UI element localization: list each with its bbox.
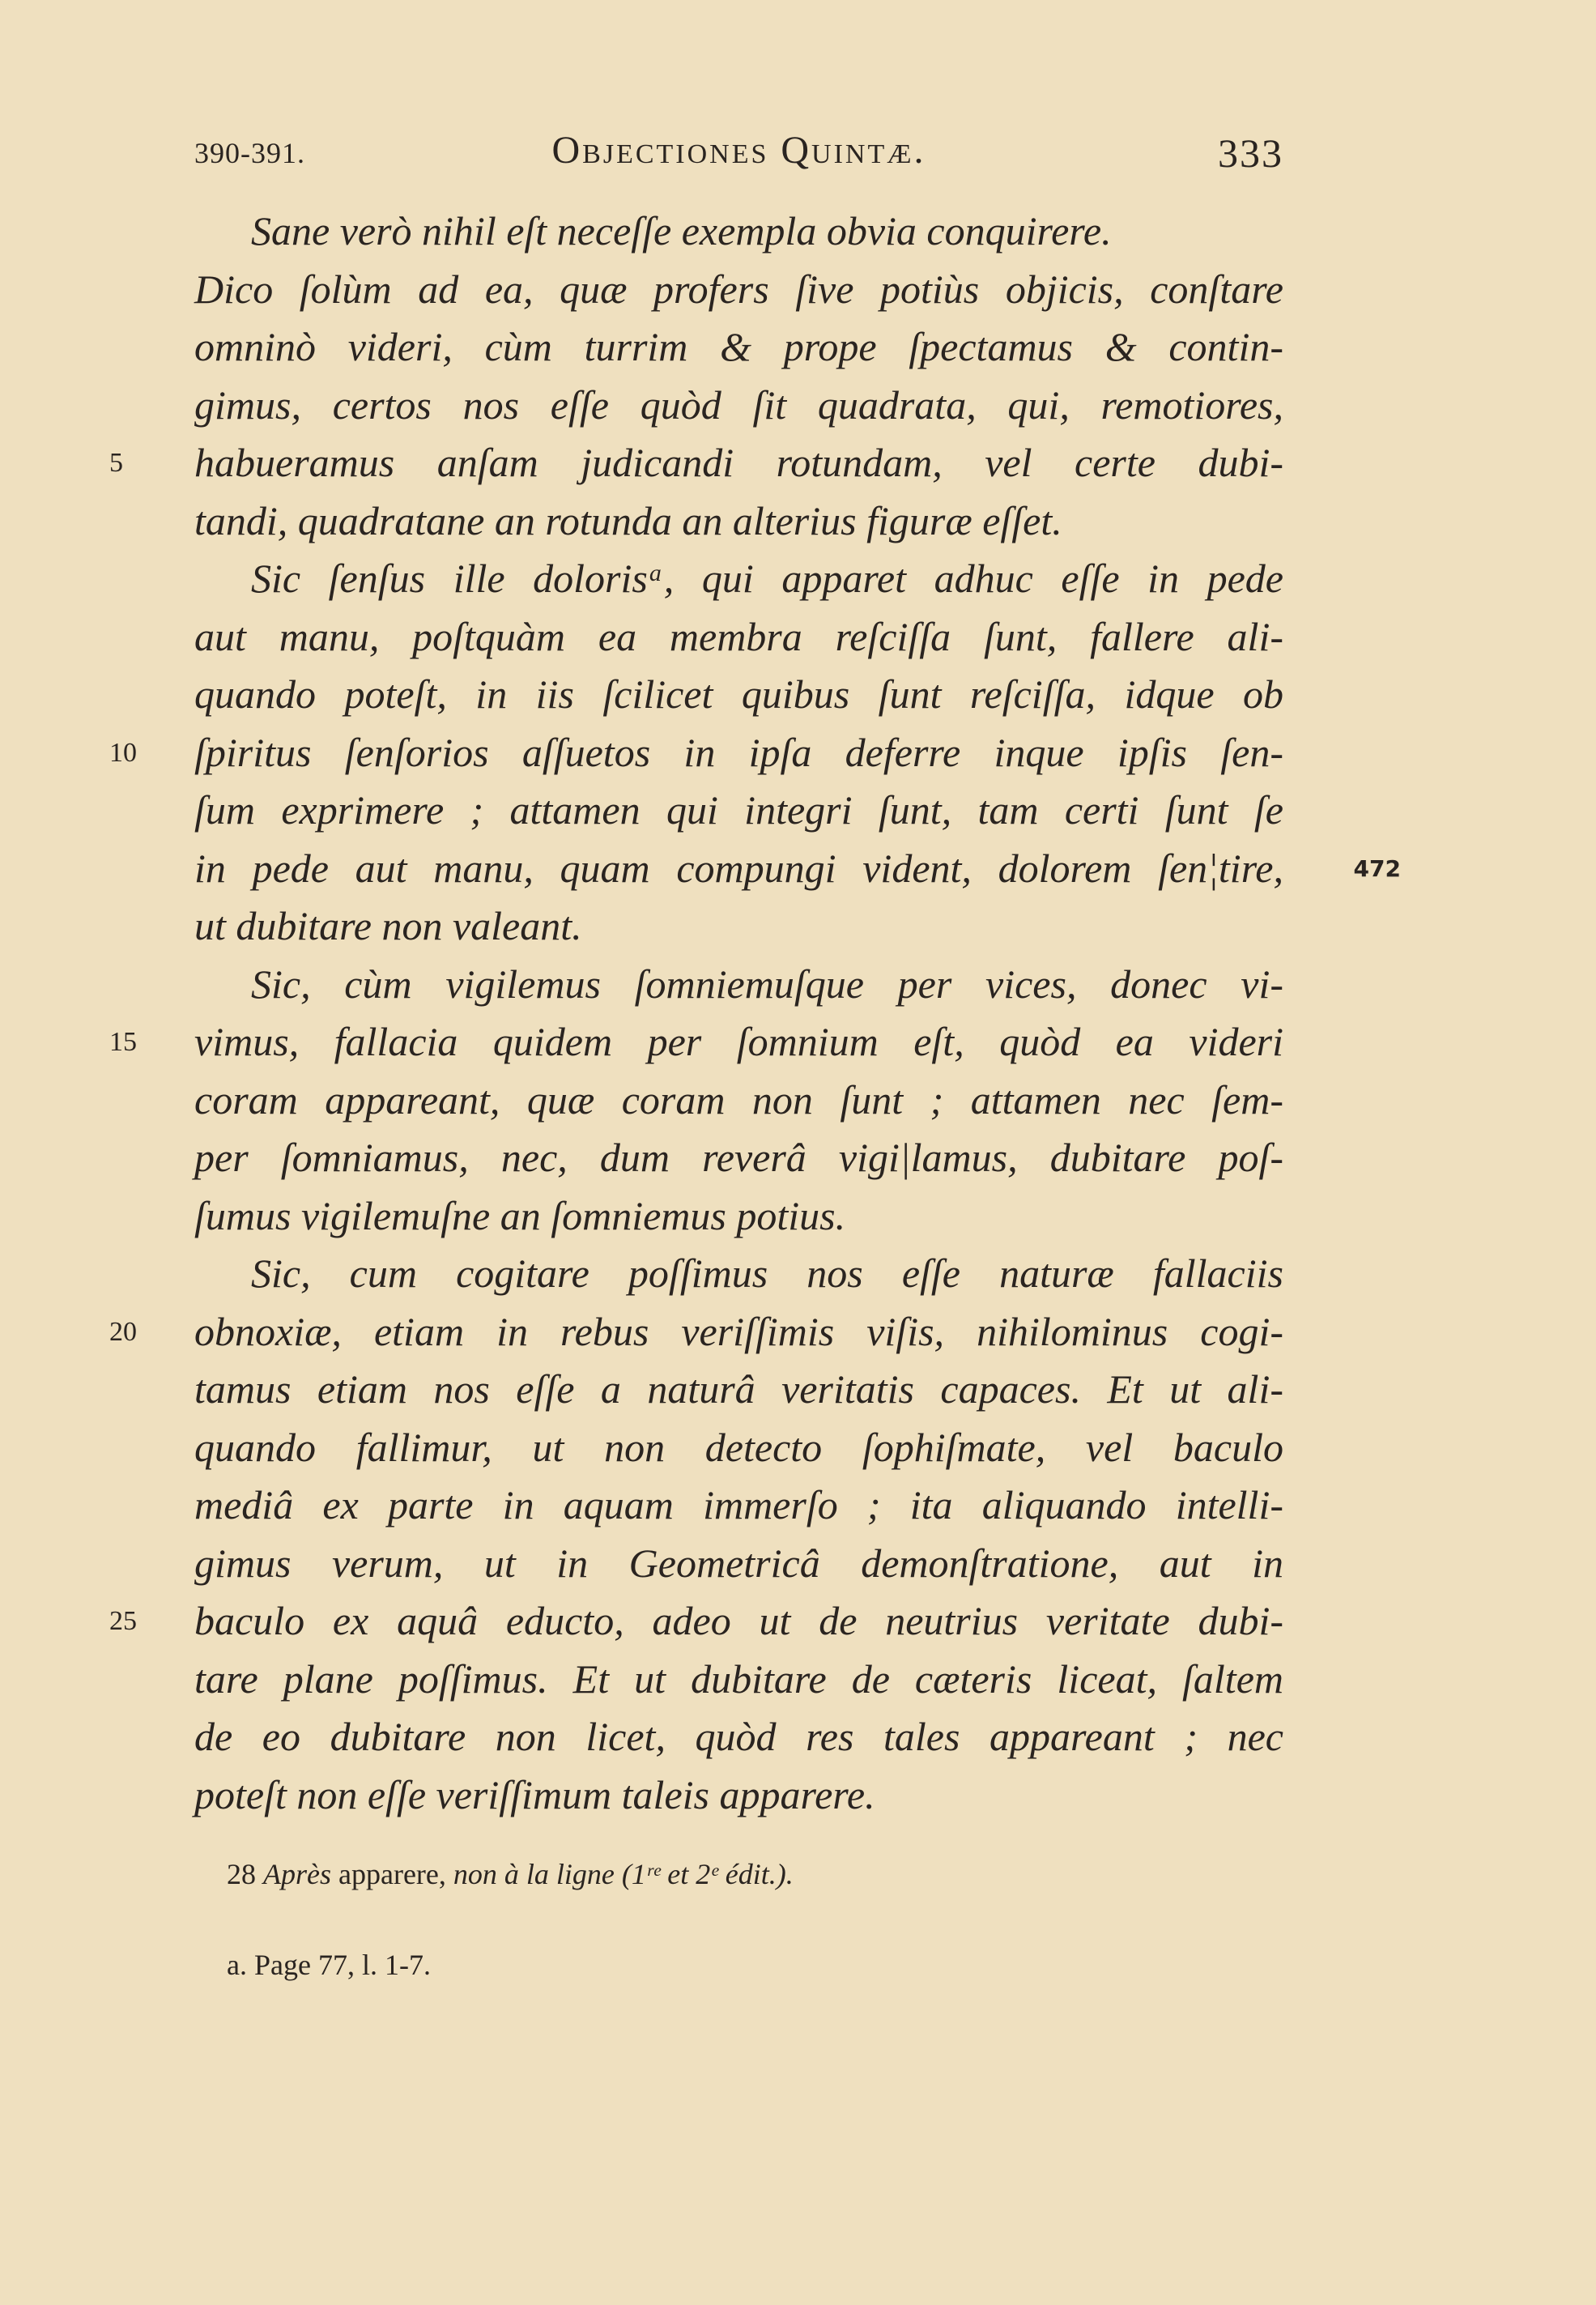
text-line: quando poteſt, in iis ſcilicet quibus ſunt reſciſſa, idque ob [194, 671, 1283, 717]
text-line: aut manu, poſtquàm ea membra reſciſſa ſunt, fallere ali- [194, 613, 1283, 659]
text-line: in pede aut manu, quam compungi vident, dolorem ſen¦tire, 472 [194, 840, 1283, 898]
page-title: Objectiones Quintæ. [551, 129, 926, 172]
page-number: 333 [1218, 130, 1283, 176]
body-text [109, 202, 1401, 1824]
text-line: Sane verò nihil eſt neceſſe exempla obvia conquirere. [251, 208, 1112, 254]
text-line: ſum exprimere ; attamen qui integri ſunt, tam certi ſunt ſe [194, 787, 1283, 833]
text-line: vimus, fallacia quidem per ſomnium eſt, quòd ea videri 15 [194, 1013, 1283, 1072]
text-line: tandi, quadratane an rotunda an alterius figuræ eſſet. [194, 497, 1062, 543]
text-line: ſpiritus ſenſorios aſſuetos in ipſa deferre inque ipſis ſen- 10 [194, 724, 1283, 782]
margin-line-number: 25 [109, 1606, 137, 1636]
text-line: obnoxiæ, etiam in rebus veriſſimis viſis, nihilominus cogi- 20 [194, 1303, 1283, 1361]
text-line: omninò videri, cùm turrim & prope ſpectamus & contin- [194, 324, 1283, 369]
margin-line-number: 15 [109, 1027, 137, 1057]
text-line: Dico ſolùm ad ea, quæ profers ſive potiùs objicis, conſtare [194, 266, 1283, 312]
text-line: gimus, certos nos eſſe quòd ſit quadrata, qui, remotiores, [194, 381, 1283, 428]
text-line: baculo ex aquâ educto, adeo ut de neutrius veritate dubi- 25 [194, 1592, 1283, 1651]
text-line: Sic, cùm vigilemus ſomniemuſque per vices, donec vi- [251, 961, 1283, 1007]
text-line: ut dubitare non valeant. [194, 903, 582, 948]
footnote-line-number: 28 [227, 1858, 256, 1890]
footnote-text: Page 77, l. 1-7. [253, 1949, 431, 1981]
text-line: coram appareant, quæ coram non ſunt ; attamen nec ſem- [194, 1076, 1283, 1123]
footnote-apres: Après [263, 1858, 331, 1890]
footnote-word: apparere, [338, 1858, 446, 1890]
text-line: tare plane poſſimus. Et ut dubitare de cæteris liceat, ſaltem [194, 1655, 1283, 1702]
margin-page-reference: 472 [1353, 854, 1401, 882]
text-line: Sic ſenſus ille dolorisᵃ, qui apparet adhuc eſſe in pede [251, 556, 1283, 601]
folio-range: 390-391. [194, 137, 305, 169]
footnote-variant [227, 1855, 1279, 1894]
text-line: mediâ ex parte in aquam immerſo ; ita aliquando intelli- [194, 1482, 1283, 1527]
text-line: ſumus vigilemuſne an ſomniemus potius. [194, 1192, 846, 1238]
text-line: tamus etiam nos eſſe a naturâ veritatis capaces. Et ut ali- [194, 1366, 1283, 1412]
footnote-label: a. [227, 1949, 247, 1981]
text-line: gimus verum, ut in Geometricâ demonſtratione, aut in [194, 1540, 1283, 1586]
text-line: per ſomniamus, nec, dum reverâ vigi|lamus, dubitare poſ- [194, 1135, 1283, 1180]
footnotes [227, 1855, 1279, 1984]
text-line: Sic, cum cogitare poſſimus nos eſſe naturæ fallaciis [251, 1250, 1283, 1296]
margin-line-number: 5 [109, 448, 123, 478]
running-head [194, 121, 1283, 186]
text-line: poteſt non eſſe veriſſimum taleis apparere. [194, 1771, 875, 1817]
text-line: quando fallimur, ut non detecto ſophiſmate, vel baculo [194, 1424, 1283, 1470]
margin-line-number: 10 [109, 737, 137, 768]
footnote-note: non à la ligne (1ʳᵉ et 2ᵉ édit.). [453, 1858, 794, 1890]
margin-line-number: 20 [109, 1316, 137, 1347]
text-line: de eo dubitare non licet, quòd res tales appareant ; nec [194, 1714, 1283, 1759]
text-line: habueramus anſam judicandi rotundam, vel certe dubi- 5 [194, 434, 1283, 492]
footnote-reference [227, 1945, 1279, 1984]
